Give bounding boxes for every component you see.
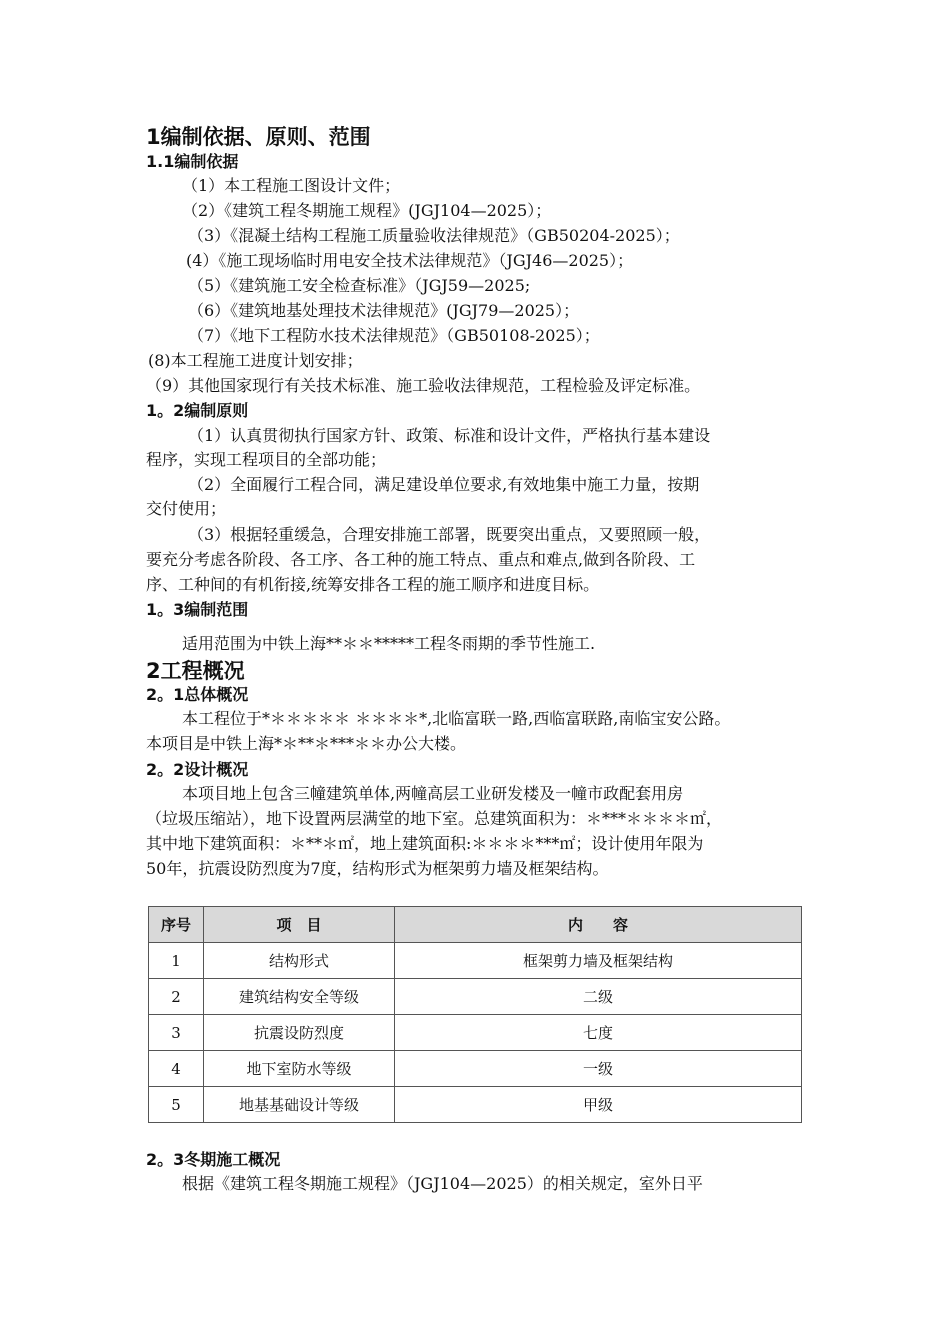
cell-item: 抗震设防烈度 (204, 1015, 395, 1051)
principle-line: （2）全面履行工程合同，满足建设单位要求,有效地集中施工力量，按期 (188, 475, 700, 494)
cell-index: 4 (149, 1051, 204, 1087)
section-2-3-title: 2。3冬期施工概况 (146, 1150, 281, 1169)
table-row (149, 1087, 802, 1123)
table-row (149, 1051, 802, 1087)
section-2-title: 2工程概况 (146, 659, 245, 683)
winter-line: 根据《建筑工程冬期施工规程》（JGJ104—2025）的相关规定，室外日平 (182, 1174, 703, 1193)
design-line: 其中地下建筑面积：＊**＊㎡，地上建筑面积:＊＊＊＊***㎡；设计使用年限为 (146, 834, 704, 853)
design-line: 本项目地上包含三幢建筑单体,两幢高层工业研发楼及一幢市政配套用房 (182, 784, 684, 803)
basis-item: （6）《建筑地基处理技术法律规范》(JGJ79—2025）； (188, 301, 580, 320)
design-line: 50年，抗震设防烈度为7度，结构形式为框架剪力墙及框架结构。 (146, 859, 609, 878)
overview-line: 本项目是中铁上海*＊**＊***＊＊办公大楼。 (146, 734, 467, 753)
header-item: 项 目 (204, 907, 395, 943)
design-summary-table (148, 906, 802, 1123)
cell-item: 地基基础设计等级 (204, 1087, 395, 1123)
cell-index: 1 (149, 943, 204, 979)
cell-item: 建筑结构安全等级 (204, 979, 395, 1015)
basis-item: (4）《施工现场临时用电安全技术法律规范》（JGJ46—2025）； (186, 251, 634, 270)
section-1-3-title: 1。3编制范围 (146, 600, 249, 619)
cell-content: 甲级 (395, 1087, 802, 1123)
basis-item: （5）《建筑施工安全检查标准》（JGJ59—2025; (188, 276, 531, 295)
table-header-row (149, 907, 802, 943)
table-row (149, 1015, 802, 1051)
principle-line: （1）认真贯彻执行国家方针、政策、标准和设计文件，严格执行基本建设 (188, 426, 711, 445)
cell-content: 框架剪力墙及框架结构 (395, 943, 802, 979)
cell-index: 2 (149, 979, 204, 1015)
cell-index: 5 (149, 1087, 204, 1123)
basis-item: （1）本工程施工图设计文件； (182, 176, 401, 195)
cell-content: 七度 (395, 1015, 802, 1051)
section-1-1-title: 1.1编制依据 (146, 152, 239, 171)
scope-text: 适用范围为中铁上海**＊＊*****工程冬雨期的季节性施工. (182, 634, 596, 653)
section-1-title: 1编制依据、原则、范围 (146, 125, 371, 149)
header-content: 内 容 (395, 907, 802, 943)
cell-item: 地下室防水等级 (204, 1051, 395, 1087)
cell-item: 结构形式 (204, 943, 395, 979)
principle-line: （3）根据轻重缓急，合理安排施工部署，既要突出重点，又要照顾一般， (188, 525, 711, 544)
table-row (149, 979, 802, 1015)
overview-line: 本工程位于*＊＊＊＊＊ ＊＊＊＊*,北临富联一路,西临富联路,南临宝安公路。 (182, 709, 731, 728)
header-index: 序号 (149, 907, 204, 943)
cell-index: 3 (149, 1015, 204, 1051)
section-2-1-title: 2。1总体概况 (146, 685, 249, 704)
principle-line: 要充分考虑各阶段、各工序、各工种的施工特点、重点和难点,做到各阶段、工 (146, 550, 696, 569)
basis-item: （9）其他国家现行有关技术标准、施工验收法律规范，工程检验及评定标准。 (146, 376, 701, 395)
section-1-2-title: 1。2编制原则 (146, 401, 249, 420)
basis-item: (8)本工程施工进度计划安排； (148, 351, 363, 370)
principle-line: 序、工种间的有机衔接,统筹安排各工程的施工顺序和进度目标。 (146, 575, 600, 594)
table-row (149, 943, 802, 979)
basis-item: （7）《地下工程防水技术法律规范》（GB50108-2025）； (188, 326, 600, 345)
basis-item: （2）《建筑工程冬期施工规程》(JGJ104—2025）； (182, 201, 552, 220)
principle-line: 程序，实现工程项目的全部功能； (146, 450, 387, 469)
basis-item: （3）《混凝土结构工程施工质量验收法律规范》（GB50204-2025）； (188, 226, 680, 245)
section-2-2-title: 2。2设计概况 (146, 760, 249, 779)
cell-content: 二级 (395, 979, 802, 1015)
cell-content: 一级 (395, 1051, 802, 1087)
design-line: （垃圾压缩站），地下设置两层满堂的地下室。总建筑面积为：＊***＊＊＊＊㎡， (146, 809, 723, 828)
principle-line: 交付使用； (146, 499, 227, 518)
